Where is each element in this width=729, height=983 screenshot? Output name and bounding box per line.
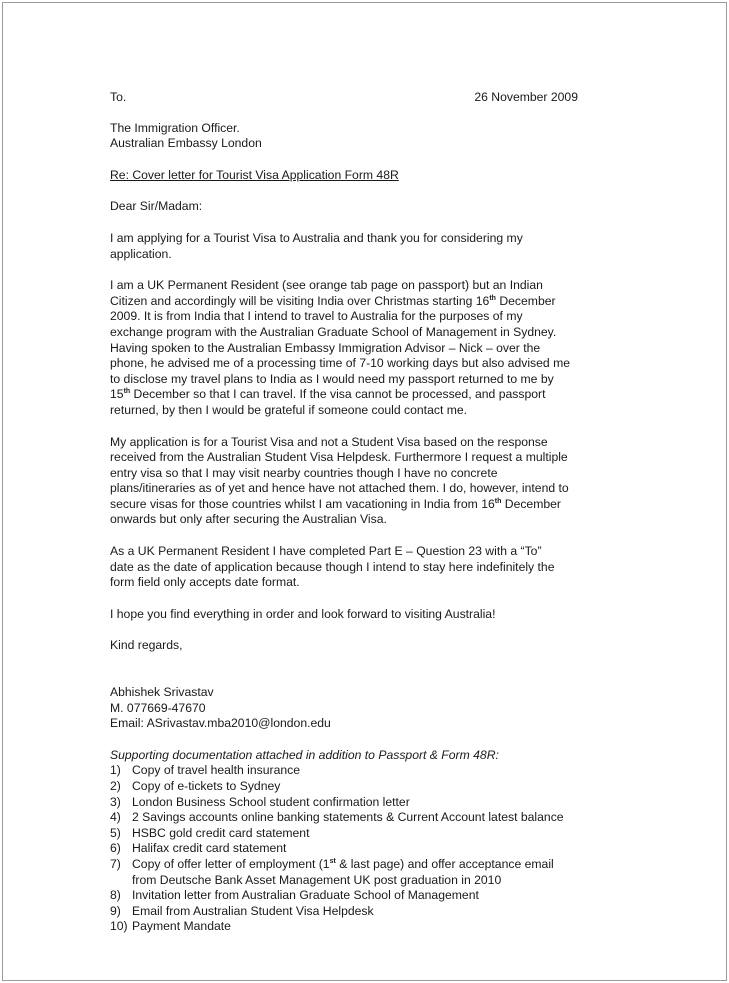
header-row	[110, 90, 578, 106]
p4-line: date as the date of application because though I intend to stay here indefinitely the	[110, 559, 555, 574]
list-number: 3)	[110, 794, 121, 809]
p2-line	[110, 294, 630, 310]
list-item	[110, 795, 630, 811]
p3-line: plans/itineraries as of yet and hence have not attached them. I do, however, intend to	[110, 481, 569, 496]
p2-line: Having spoken to the Australian Embassy Immigration Advisor – Nick – over the	[110, 340, 541, 355]
list-text: Invitation letter from Australian Graduate School of Management	[132, 888, 479, 903]
list-item	[110, 904, 630, 920]
list-number: 8)	[110, 888, 121, 903]
list-text: 2 Savings accounts online banking statements & Current Account latest balance	[132, 810, 564, 825]
paragraph-1	[110, 231, 630, 262]
p2-line: returned, by then I would be grateful if someone could contact me.	[110, 402, 468, 417]
paragraph-4	[110, 544, 630, 591]
recipient-line-2: Australian Embassy London	[110, 136, 262, 151]
list-text	[132, 857, 630, 888]
docs-list	[110, 763, 630, 935]
subject-line: Re: Cover letter for Tourist Visa Application Form 48R	[110, 167, 399, 182]
salutation: Dear Sir/Madam:	[110, 199, 203, 214]
p3-line: onwards but only after securing the Australian Visa.	[110, 512, 387, 527]
list-item	[110, 810, 630, 826]
ordinal-suffix: st	[329, 857, 336, 865]
recipient-block	[110, 121, 630, 152]
list-number: 10)	[110, 919, 128, 934]
p2-text: Citizen and accordingly will be visiting India over Christmas starting 16	[110, 293, 490, 308]
list-text: Halifax credit card statement	[132, 841, 287, 856]
to-label: To.	[110, 90, 127, 104]
docs-intro: Supporting documentation attached in addition to Passport & Form 48R:	[110, 747, 499, 762]
p3-line	[110, 497, 630, 513]
list-item	[110, 826, 630, 842]
signature-block	[110, 685, 630, 732]
list-item	[110, 841, 630, 857]
list-text: Email from Australian Student Visa Helpdesk	[132, 903, 374, 918]
recipient-line-1: The Immigration Officer.	[110, 120, 240, 135]
list-text: HSBC gold credit card statement	[132, 825, 310, 840]
ordinal-suffix: th	[123, 388, 131, 396]
list-item	[110, 779, 630, 795]
paragraph-5: I hope you find everything in order and look forward to visiting Australia!	[110, 606, 496, 621]
list-item	[110, 919, 630, 935]
p2-line: 2009. It is from India that I intend to travel to Australia for the purposes of my	[110, 309, 523, 324]
ordinal-suffix: th	[494, 497, 502, 505]
p1-line: I am applying for a Tourist Visa to Australia and thank you for considering my	[110, 230, 523, 245]
list-text-part: from Deutsche Bank Asset Management UK post graduation in 2010	[132, 872, 502, 887]
signature-email: Email: ASrivastav.mba2010@london.edu	[110, 716, 331, 731]
list-item	[110, 888, 630, 904]
p2-text: December	[495, 293, 556, 308]
list-number: 1)	[110, 763, 121, 778]
p3-text: secure visas for those countries whilst I am vacationing in India from 16	[110, 496, 495, 511]
list-item	[110, 763, 630, 779]
list-number: 4)	[110, 810, 121, 825]
list-text: Payment Mandate	[132, 919, 231, 934]
list-number: 5)	[110, 825, 121, 840]
ordinal-suffix: th	[489, 294, 496, 302]
list-text: London Business School student confirmation letter	[132, 794, 410, 809]
paragraph-3	[110, 435, 630, 529]
list-text-part: & last page) and offer acceptance email	[335, 856, 554, 871]
p3-line: My application is for a Tourist Visa and not a Student Visa based on the response	[110, 434, 548, 449]
list-number: 2)	[110, 779, 121, 793]
list-text-part: Copy of offer letter of employment (1	[132, 856, 330, 871]
list-number: 6)	[110, 841, 121, 856]
p4-line: As a UK Permanent Resident I have completed Part E – Question 23 with a “To”	[110, 544, 542, 559]
p2-text: December so that I can travel. If the visa cannot be processed, and passport	[130, 387, 546, 402]
closing: Kind regards,	[110, 638, 183, 653]
p3-line: entry visa so that I may visit nearby countries though I have no concrete	[110, 465, 498, 480]
list-number: 9)	[110, 903, 121, 918]
signature-mobile: M. 077669-47670	[110, 700, 206, 715]
p2-line: phone, he advised me of a processing time of 7-10 working days but also advised me	[110, 356, 571, 371]
p2-line: exchange program with the Australian Graduate School of Management in Sydney.	[110, 324, 557, 339]
list-text: Copy of e-tickets to Sydney	[132, 779, 281, 793]
p2-line: I am a UK Permanent Resident (see orange tab page on passport) but an Indian	[110, 278, 543, 293]
p3-text: December	[501, 496, 561, 511]
signature-name: Abhishek Srivastav	[110, 685, 214, 700]
list-item	[110, 857, 630, 888]
letter-body	[110, 90, 630, 935]
list-text: Copy of travel health insurance	[132, 763, 301, 778]
paragraph-2	[110, 278, 630, 418]
p3-line: received from the Australian Student Visa Helpdesk. Furthermore I request a multiple	[110, 450, 568, 465]
p1-line: application.	[110, 246, 172, 261]
p2-text: 15	[110, 387, 124, 402]
letter-date: 26 November 2009	[474, 90, 578, 104]
p4-line: form field only accepts date format.	[110, 575, 300, 590]
p2-line: to disclose my travel plans to India as I would need my passport returned to me by	[110, 371, 554, 386]
p2-line	[110, 387, 630, 403]
list-number: 7)	[110, 856, 121, 871]
